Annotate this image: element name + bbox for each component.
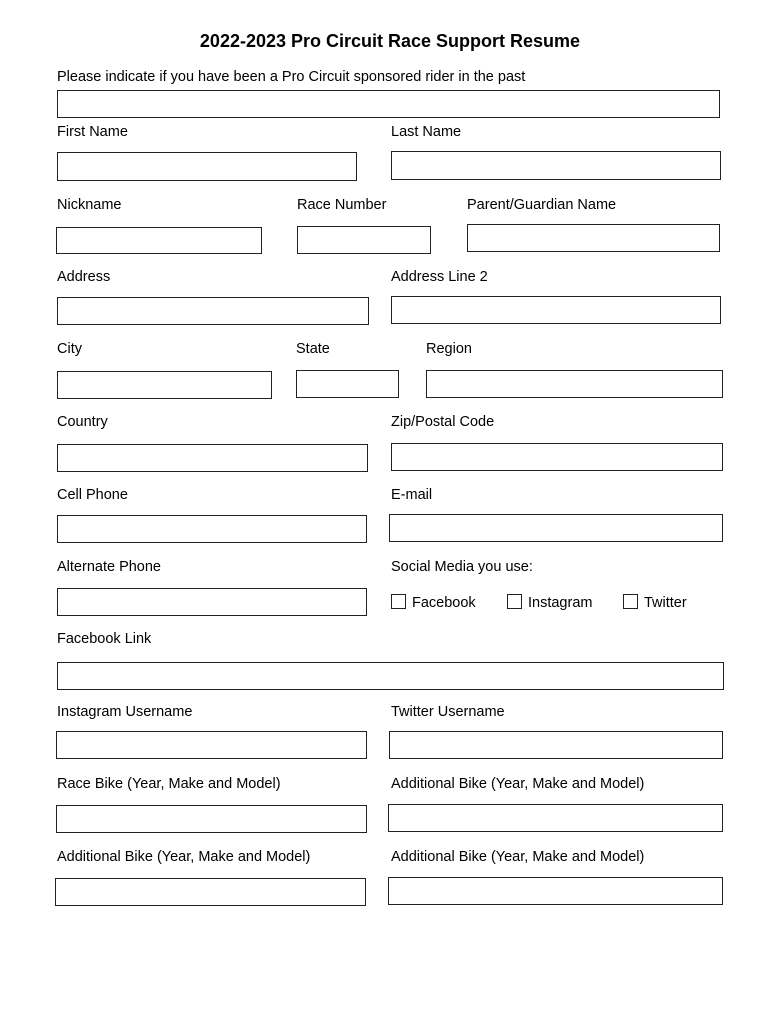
instagram-username-label: Instagram Username — [57, 704, 193, 720]
race-number-label: Race Number — [297, 197, 387, 213]
first-name-label: First Name — [57, 124, 128, 140]
city-field[interactable] — [57, 371, 272, 399]
address-line2-field[interactable] — [391, 296, 721, 324]
additional-bike-2-field[interactable] — [55, 878, 366, 906]
twitter-username-label: Twitter Username — [391, 704, 505, 720]
twitter-checkbox[interactable] — [623, 594, 638, 609]
state-field[interactable] — [296, 370, 399, 398]
first-name-field[interactable] — [57, 152, 357, 181]
facebook-link-label: Facebook Link — [57, 631, 152, 647]
social-media-label: Social Media you use: — [391, 559, 533, 575]
city-label: City — [57, 341, 82, 357]
sponsored-past-label: Please indicate if you have been a Pro Circuit sponsored rider in the past — [57, 69, 526, 85]
last-name-field[interactable] — [391, 151, 721, 180]
parent-guardian-label: Parent/Guardian Name — [467, 197, 617, 213]
instagram-username-field[interactable] — [56, 731, 367, 759]
additional-bike-3-field[interactable] — [388, 877, 723, 905]
facebook-checkbox[interactable] — [391, 594, 406, 609]
email-label: E-mail — [391, 487, 433, 503]
parent-guardian-field[interactable] — [467, 224, 720, 252]
address-field[interactable] — [57, 297, 369, 325]
twitter-username-field[interactable] — [389, 731, 723, 759]
instagram-checkbox[interactable] — [507, 594, 522, 609]
instagram-checkbox-label: Instagram — [528, 595, 593, 611]
facebook-checkbox-label: Facebook — [412, 595, 476, 611]
twitter-checkbox-label: Twitter — [644, 595, 687, 611]
nickname-label: Nickname — [57, 197, 122, 213]
country-label: Country — [57, 414, 108, 430]
country-field[interactable] — [57, 444, 368, 472]
additional-bike-2-label: Additional Bike (Year, Make and Model) — [57, 849, 311, 865]
race-number-field[interactable] — [297, 226, 431, 254]
zip-field[interactable] — [391, 443, 723, 471]
additional-bike-1-label: Additional Bike (Year, Make and Model) — [391, 776, 645, 792]
additional-bike-1-field[interactable] — [388, 804, 723, 832]
email-field[interactable] — [389, 514, 723, 542]
facebook-link-field[interactable] — [57, 662, 724, 690]
region-field[interactable] — [426, 370, 723, 398]
nickname-field[interactable] — [56, 227, 262, 254]
cell-phone-label: Cell Phone — [57, 487, 128, 503]
sponsored-past-field[interactable] — [57, 90, 720, 118]
region-label: Region — [426, 341, 472, 357]
form-title: 2022-2023 Pro Circuit Race Support Resume — [199, 31, 581, 51]
alternate-phone-label: Alternate Phone — [57, 559, 161, 575]
race-bike-field[interactable] — [56, 805, 367, 833]
race-bike-label: Race Bike (Year, Make and Model) — [57, 776, 281, 792]
address-label: Address — [57, 269, 111, 285]
alternate-phone-field[interactable] — [57, 588, 367, 616]
additional-bike-3-label: Additional Bike (Year, Make and Model) — [391, 849, 645, 865]
zip-label: Zip/Postal Code — [391, 414, 495, 430]
last-name-label: Last Name — [391, 124, 462, 140]
state-label: State — [296, 341, 330, 357]
address-line2-label: Address Line 2 — [391, 269, 488, 285]
cell-phone-field[interactable] — [57, 515, 367, 543]
